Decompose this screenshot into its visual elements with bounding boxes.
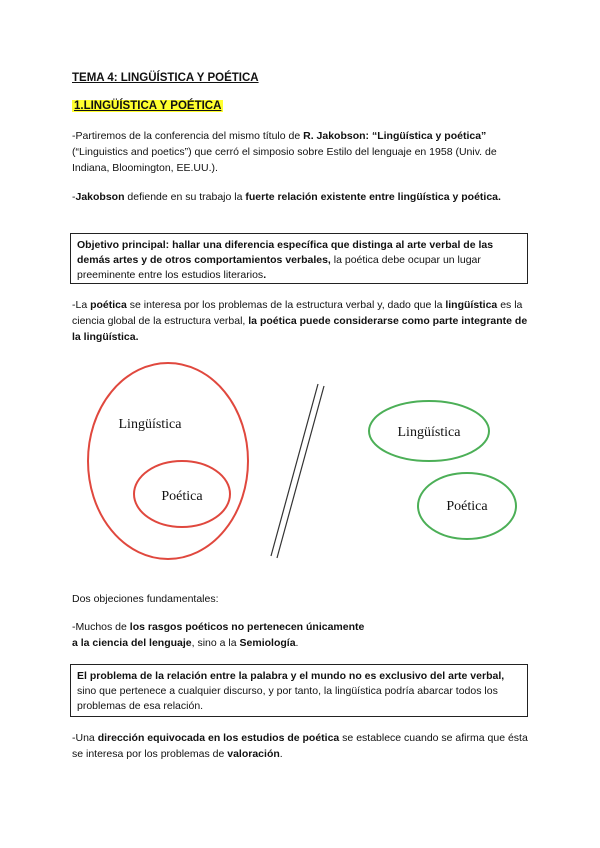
paragraph-poetica xyxy=(72,297,532,345)
label-poetica-right: Poética xyxy=(446,499,488,514)
text-fragment: . xyxy=(295,637,299,649)
divider-line-2 xyxy=(277,386,324,558)
document-title: TEMA 4: LINGÜÍSTICA Y POÉTICA xyxy=(72,72,259,84)
rasgos-bold: los rasgos poéticos no pertenecen únicamente xyxy=(129,621,365,633)
label-linguistica-right: Lingüística xyxy=(397,425,461,440)
text-fragment: defiende en su trabajo la xyxy=(124,191,246,203)
objective-box xyxy=(70,233,528,284)
text-fragment: es la ciencia global de la estructura verbal, xyxy=(72,299,523,327)
text-fragment: se interesa por los problemas de la estructura verbal y, dado que la xyxy=(126,299,446,311)
divider-line-1 xyxy=(271,384,318,556)
text-fragment: -Una xyxy=(72,732,98,744)
label-linguistica-left: Lingüística xyxy=(118,417,182,432)
text-fragment: . xyxy=(279,748,283,760)
text-fragment: , sino a la xyxy=(191,637,240,649)
paragraph-objections: Dos objeciones fundamentales: xyxy=(72,593,219,605)
problem-box xyxy=(70,664,528,717)
label-poetica-left: Poética xyxy=(161,489,203,504)
problem-text: sino que pertenece a cualquier discurso, y por tanto, la lingüística podría abarcar todos los problemas de esa relación. xyxy=(77,685,498,712)
paragraph-intro xyxy=(72,128,532,176)
paragraph-semiologia xyxy=(72,619,532,651)
objective-bold: Objetivo principal: hallar una diferencia específica que distinga al arte verbal de las demás artes y de otros comportamientos verbales, xyxy=(77,239,494,266)
intro-text-rest: (“Linguistics and poetics”) que cerró el simposio sobre Estilo del lenguaje en 1958 (Univ. de Indiana, Bloomington, EE.UU.). xyxy=(72,146,497,174)
intro-text: -Partiremos de la conferencia del mismo título de xyxy=(72,130,304,142)
direccion-bold: dirección equivocada en los estudios de poética xyxy=(97,732,340,744)
jakobson-bold: Jakobson xyxy=(75,191,125,203)
relation-bold: fuerte relación existente entre lingüística y poética. xyxy=(245,191,501,203)
linguistica-bold: lingüística xyxy=(445,299,498,311)
objective-period: . xyxy=(263,269,267,281)
text-fragment: se establece cuando se afirma que ésta se interesa por los problemas de xyxy=(72,732,528,760)
linguistics-poetics-diagram xyxy=(0,360,600,580)
semiologia-bold: Semiología xyxy=(239,637,296,649)
ciencia-bold: a la ciencia del lenguaje xyxy=(72,637,192,649)
poetica-bold: poética xyxy=(90,299,127,311)
intro-author: R. Jakobson: “Lingüística y poética” xyxy=(303,130,487,142)
text-fragment: - xyxy=(72,191,76,203)
paragraph-valoracion xyxy=(72,730,532,762)
section-heading: 1.LINGÜÍSTICA Y POÉTICA xyxy=(74,100,222,112)
objective-text: la poética debe ocupar un lugar preeminente entre los estudios literarios xyxy=(77,254,481,281)
valoracion-bold: valoración xyxy=(227,748,280,760)
paragraph-jakobson xyxy=(72,189,532,205)
conclusion-bold: la poética puede considerarse como parte integrante de la lingüística. xyxy=(72,315,528,343)
problem-bold: El problema de la relación entre la palabra y el mundo no es exclusivo del arte verbal, xyxy=(77,670,505,682)
text-fragment: -La xyxy=(72,299,91,311)
text-fragment: -Muchos de xyxy=(72,621,130,633)
linguistica-outer-ellipse xyxy=(88,363,248,559)
